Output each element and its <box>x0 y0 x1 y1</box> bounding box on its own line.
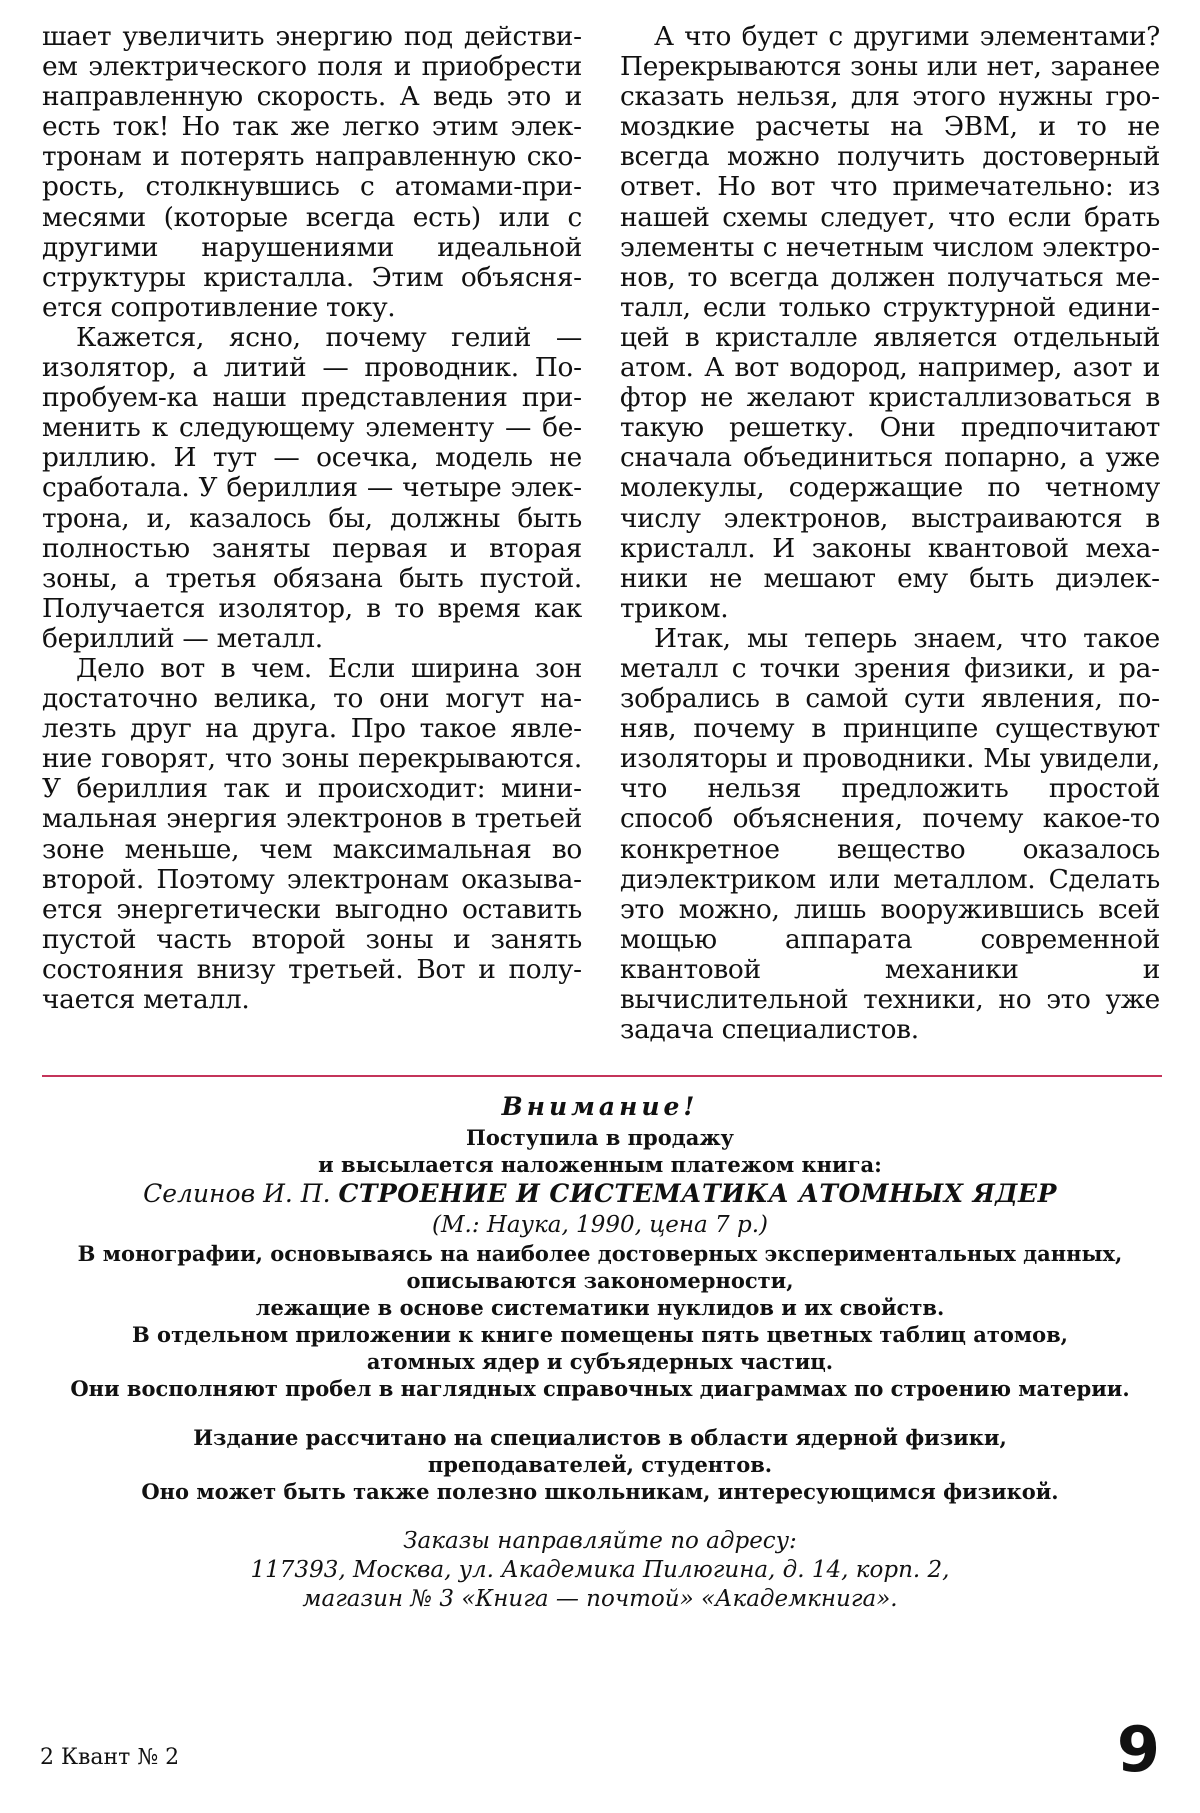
book-reference <box>30 1178 1170 1210</box>
article-body <box>42 21 1160 1046</box>
issue-signature: 2 Квант № 2 <box>40 1745 180 1770</box>
intro-line: Поступила в продажу <box>466 1125 734 1150</box>
audience-line: Оно может быть также полезно школьникам, интересующимся физикой. <box>141 1479 1059 1504</box>
description-line: описываются закономерности, <box>406 1268 794 1293</box>
order-address: магазин № 3 «Книга — почтой» «Академкнига». <box>302 1586 898 1612</box>
description-line: лежащие в основе систематики нуклидов и их свойств. <box>255 1295 945 1320</box>
publication-info: (М.: Наука, 1990, цена 7 р.) <box>431 1212 768 1238</box>
section-divider <box>42 1075 1162 1077</box>
audience-line: Издание рассчитано на специалистов в области ядерной физики, <box>193 1425 1007 1450</box>
right-column <box>620 22 1160 1045</box>
book-title: СТРОЕНИЕ И СИСТЕМАТИКА АТОМНЫХ ЯДЕР <box>338 1179 1057 1208</box>
page-number: 9 <box>1116 1713 1160 1786</box>
description-line: В отдельном приложении к книге помещены пять цветных таблиц атомов, <box>132 1322 1068 1347</box>
paragraph: А что будет с другими элементами? Перекрываются зоны или нет, заранее сказать нельзя, для этого нужны громоздкие расчеты на ЭВМ, и то не всегда можно получить достоверный ответ. Но вот что примечательно: из нашей схемы следует, что если брать элементы с нечетным числом электронов, то всегда должен получаться металл, если только структурной единицей в кристалле является отдельный атом. А вот водород, например, азот и фтор не желают кристаллизоваться в такую решетку. Они предпочитают сначала объединиться попарно, а уже молекулы, содержащие по четному числу электронов, выстраиваются в кристалл. И законы квантовой механики не мешают ему быть диэлектриком. <box>620 21 1160 624</box>
book-announcement <box>30 1090 1170 1614</box>
left-column <box>42 22 582 1015</box>
intro-line: и высылается наложенным платежом книга: <box>318 1152 882 1177</box>
order-line: Заказы направляйте по адресу: <box>403 1528 797 1554</box>
paragraph: шает увеличить энергию под действием электрического поля и приобрести направленную скорость. А ведь это и есть ток! Но так же легко этим электронам и потерять направленную скорость, столкнувшись с атомами-примесями (которые всегда есть) или с другими нарушениями идеальной структуры кристалла. Этим объясняется сопротивление току. <box>42 21 582 323</box>
paragraph: Дело вот в чем. Если ширина зон достаточно велика, то они могут налезть друг на друга. Про такое явление говорят, что зоны перекрываются. У бериллия так и происходит: минимальная энергия электронов в третьей зоне меньше, чем максимальная во второй. Поэтому электронам оказывается энергетически выгодно оставить пустой часть второй зоны и занять состояния внизу третьей. Вот и получается металл. <box>42 652 582 1015</box>
paragraph: Кажется, ясно, почему гелий — изолятор, а литий — проводник. Попробуем-ка наши представления применить к следующему элементу — бериллию. И тут — осечка, модель не сработала. У бериллия — четыре электрона, и, казалось бы, должны быть полностью заняты первая и вторая зоны, а третья обязана быть пустой. Получается изолятор, в то время как бериллий — металл. <box>42 321 582 654</box>
notice-heading: Внимание! <box>501 1092 699 1121</box>
order-address: 117393, Москва, ул. Академика Пилюгина, д. 14, корп. 2, <box>250 1557 950 1583</box>
description-line: атомных ядер и субъядерных частиц. <box>366 1349 834 1374</box>
paragraph: Итак, мы теперь знаем, что такое металл с точки зрения физики, и разобрались в самой сути явления, поняв, почему в принципе существуют изоляторы и проводники. Мы увидели, что нельзя предложить простой способ объяснения, почему какое-то конкретное вещество оказалось диэлектриком или металлом. Сделать это можно, лишь вооружившись всей мощью аппарата современной квантовой механики и вычислительной техники, но это уже задача специалистов. <box>620 622 1160 1046</box>
audience-line: преподавателей, студентов. <box>427 1452 773 1477</box>
book-author: Селинов И. П. <box>143 1179 331 1208</box>
description-line: В монографии, основываясь на наиболее достоверных экспериментальных данных, <box>77 1241 1123 1266</box>
description-line: Они восполняют пробел в наглядных справочных диаграммах по строению материи. <box>70 1376 1130 1401</box>
